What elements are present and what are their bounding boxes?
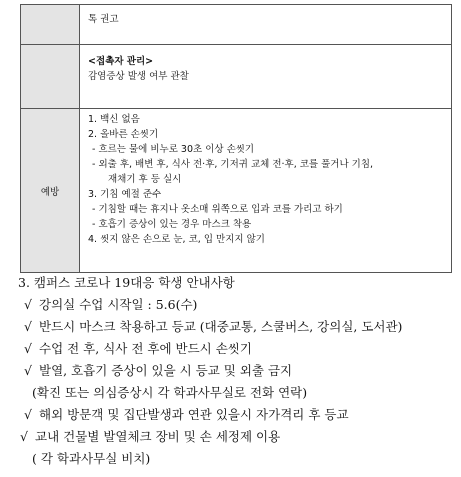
guide-note: ( 각 학과사무실 비치) xyxy=(32,451,151,466)
guide-item-text: 강의실 수업 시작일 : 5.6(수) xyxy=(39,297,198,312)
content-line: 톡 권고 xyxy=(88,14,119,25)
check-icon: √ xyxy=(24,319,32,334)
prevention-line: 4. 씻지 않은 손으로 눈, 코, 입 만지지 않기 xyxy=(88,234,265,245)
prevention-line: 1. 백신 없음 xyxy=(88,114,140,125)
prevention-line: 3. 기침 예절 준수 xyxy=(88,189,162,200)
table-row xyxy=(21,109,452,273)
guide-item-text: 해외 방문객 및 집단발생과 연관 있을시 자가격리 후 등교 xyxy=(39,407,349,422)
guide-item-text: 발열, 호흡기 증상이 있을 시 등교 및 외출 금지 xyxy=(39,363,293,378)
guide-item xyxy=(18,404,458,426)
row-content-cell xyxy=(80,5,452,45)
check-icon: √ xyxy=(24,297,32,312)
guide-item-text: 교내 건물별 발열체크 장비 및 손 세정제 이용 xyxy=(35,429,281,444)
guide-item xyxy=(18,294,458,316)
prevention-line: - 외출 후, 배변 후, 식사 전·후, 기저귀 교체 전·후, 코를 풀거나 기침, xyxy=(92,159,374,170)
content-line: 감염증상 발생 여부 관찰 xyxy=(88,71,189,82)
prevention-line: - 기침할 때는 휴지나 옷소매 위쪽으로 입과 코를 가리고 하기 xyxy=(92,204,343,215)
guide-item xyxy=(18,338,458,360)
check-icon: √ xyxy=(24,407,32,422)
prevention-label: 예방 xyxy=(21,109,80,273)
guide-item xyxy=(18,316,458,338)
table-row xyxy=(21,45,452,109)
table-row xyxy=(21,5,452,45)
guide-item xyxy=(18,360,458,382)
guide-item-text: 수업 전 후, 식사 전 후에 반드시 손씻기 xyxy=(39,341,252,356)
guide-item-text: 반드시 마스크 착용하고 등교 (대중교통, 스쿨버스, 강의실, 도서관) xyxy=(39,319,403,334)
row-label-cell xyxy=(21,5,80,45)
row-label-cell xyxy=(21,45,80,109)
prevention-line: - 흐르는 물에 비누로 30초 이상 손씻기 xyxy=(92,144,255,155)
guide-note: (확진 또는 의심증상시 각 학과사무실로 전화 연락) xyxy=(32,385,308,400)
row-content-cell xyxy=(80,45,452,109)
check-icon: √ xyxy=(20,429,28,444)
prevention-line: - 호흡기 증상이 있는 경우 마스크 착용 xyxy=(92,219,252,230)
prevention-content xyxy=(80,109,452,273)
prevention-line: 2. 올바른 손씻기 xyxy=(88,129,159,140)
prevention-line: 재채기 후 등 실시 xyxy=(108,174,182,185)
guide-table xyxy=(20,4,452,273)
check-icon: √ xyxy=(24,363,32,378)
section-heading: 3. 캠퍼스 코로나 19대응 학생 안내사항 xyxy=(18,275,235,290)
guide-item xyxy=(18,426,458,448)
check-icon: √ xyxy=(24,341,32,356)
student-guide-section xyxy=(18,272,458,470)
contact-management-title: <접촉자 관리> xyxy=(88,56,154,67)
